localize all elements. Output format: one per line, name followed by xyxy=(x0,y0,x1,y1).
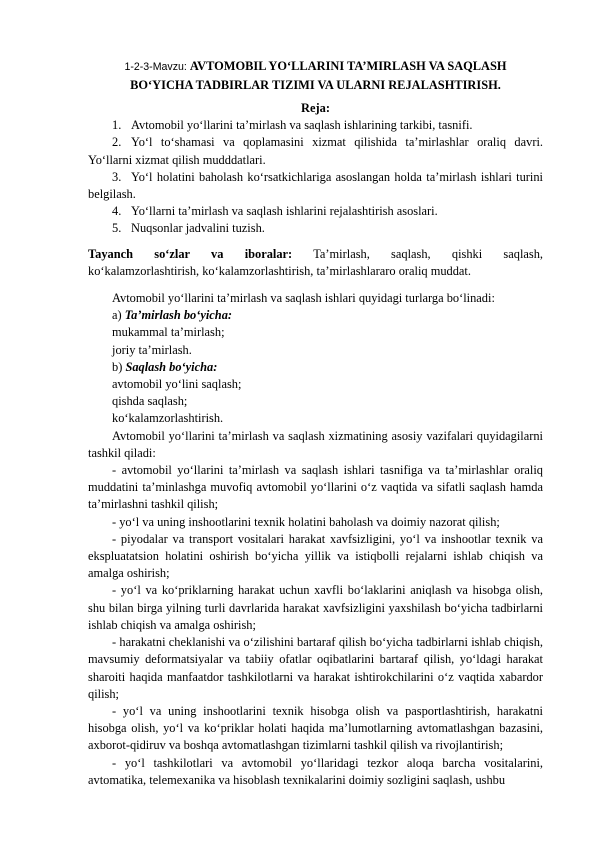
task-item: - yo‘l va ko‘priklarning harakat uchun xavfli bo‘laklarini aniqlash va hisobga olish, shu bilan birga yilning turli davrlarida harakat xavfsizligini yaxshilash bo‘yicha tadbirlarni ishlab chiqish va amalga oshirish; xyxy=(88,583,543,632)
list-item: mukammal ta’mirlash; xyxy=(112,325,225,340)
keywords-line-1 xyxy=(88,246,543,263)
plan-item-number: 5. xyxy=(112,221,122,236)
keywords-line2-text: ko‘kalamzorlashtirish, ko‘kalamzorlashtirish, ta’mirlashlararo oraliq muddat. xyxy=(88,263,471,278)
topic-prefix: 1-2-3-Mavzu: xyxy=(124,61,190,73)
task-item: - avtomobil yo‘llarini ta’mirlash va saqlash ishlari tasnifiga va ta’mirlashlar oraliq muddatini ta’minlashga muvofiq avtomobil yo‘llarini o‘z vaqtida va sifatli saqlash hamda ta’mirlashni tashkil qilish; xyxy=(88,463,543,512)
tasks-intro-paragraph: Avtomobil yo‘llarini ta’mirlash va saqlash xizmatining asosiy vazifalari quyidagilarni tashkil qiladi: xyxy=(88,428,543,460)
list-item: avtomobil yo‘lini saqlash; xyxy=(112,377,242,392)
plan-item-text: Yo‘llarni ta’mirlash va saqlash ishlarini rejalashtirish asoslari. xyxy=(131,204,438,219)
plan-list xyxy=(88,117,543,237)
keywords-label: Tayanch so‘zlar va iboralar: xyxy=(88,246,293,261)
topic-title-line2: BO‘YICHA TADBIRLAR TIZIMI VA ULARNI REJALASHTIRISH. xyxy=(130,78,501,92)
body-text xyxy=(88,290,543,789)
task-item: - piyodalar va transport vositalari harakat xavfsizligini, yo‘l va inshootlar texnik va ekspluatatsion holatini oshirish bo‘yicha yillik va istiqbolli rejalarni ishlab chiqish va amalga oshirish; xyxy=(88,531,543,581)
plan-item-number: 1. xyxy=(112,118,122,133)
plan-item-number: 2. xyxy=(112,135,122,150)
topic-title xyxy=(88,57,543,94)
list-item: joriy ta’mirlash. xyxy=(112,342,192,357)
section-a-heading xyxy=(88,307,543,324)
task-item: - yo‘l va uning inshootlarini texnik holatini baholash va doimiy nazorat qilish; xyxy=(112,514,500,529)
plan-item-text: Avtomobil yo‘llarini ta’mirlash va saqlash ishlarining tarkibi, tasnifi. xyxy=(131,118,473,133)
plan-heading: Reja: xyxy=(301,101,330,115)
task-item: - harakatni cheklanishi va o‘zilishini bartaraf qilish bo‘yicha tadbirlarni ishlab chiqish, mavsumiy deformatsiyalar va tabiiy ofatlar oqibatlarini bartaraf qilish, yo‘ldagi harakat sharoiti haqida manfaatdor tashkilotlarni va harakat ishtirokchilarini o‘z vaqtida xabardor qilish; xyxy=(88,635,543,701)
section-b-label: b) xyxy=(112,359,123,374)
plan-item-text: Yo‘l holatini baholash ko‘rsatkichlariga asoslangan holda ta’mirlash ishlari turini belgilash. xyxy=(88,169,543,202)
plan-item xyxy=(88,203,543,220)
list-item: qishda saqlash; xyxy=(112,394,188,409)
plan-item-text: Nuqsonlar jadvalini tuzish. xyxy=(131,221,265,236)
topic-title-line1: AVTOMOBIL YO‘LLARINI TA’MIRLASH VA SAQLASH xyxy=(189,59,507,73)
section-a-title: Ta’mirlash bo‘yicha: xyxy=(124,308,233,323)
section-a-label: a) xyxy=(112,308,122,323)
plan-item xyxy=(88,134,543,168)
keywords-paragraph xyxy=(88,246,543,280)
section-b-heading xyxy=(88,359,543,376)
task-item: - yo‘l va uning inshootlarini texnik hisobga olish va pasportlashtirish, harakatni hisobga olish, yo‘l va ko‘priklar holati haqida ma’lumotlarning avtomatlashgan bazasini, axborot-qidiruv va boshqa avtomatlashgan tizimlarni tashkil qilish va rivojlantirish; xyxy=(88,703,543,753)
plan-item xyxy=(88,117,543,134)
keywords-line1-text: Ta’mirlash, saqlash, qishki saqlash, xyxy=(313,246,543,261)
plan-item-number: 4. xyxy=(112,204,122,219)
task-item: - yo‘l tashkilotlari va avtomobil yo‘llaridagi tezkor aloqa barcha vositalarini, avtomatika, telemexanika va hisoblash texnikalarini doimiy sozligini saqlash, ushbu xyxy=(88,755,543,787)
plan-item-number: 3. xyxy=(112,169,122,184)
plan-item xyxy=(88,220,543,237)
plan-item xyxy=(88,169,543,203)
intro-paragraph: Avtomobil yo‘llarini ta’mirlash va saqlash ishlari quyidagi turlarga bo‘linadi: xyxy=(112,291,495,306)
list-item: ko‘kalamzorlashtirish. xyxy=(112,411,224,426)
section-b-title: Saqlash bo‘yicha: xyxy=(125,359,218,374)
plan-item-text: Yo‘l to‘shamasi va qoplamasini xizmat qilishida ta’mirlashlar oraliq davri. Yo‘llarni xizmat qilish mudddatlari. xyxy=(88,135,543,167)
